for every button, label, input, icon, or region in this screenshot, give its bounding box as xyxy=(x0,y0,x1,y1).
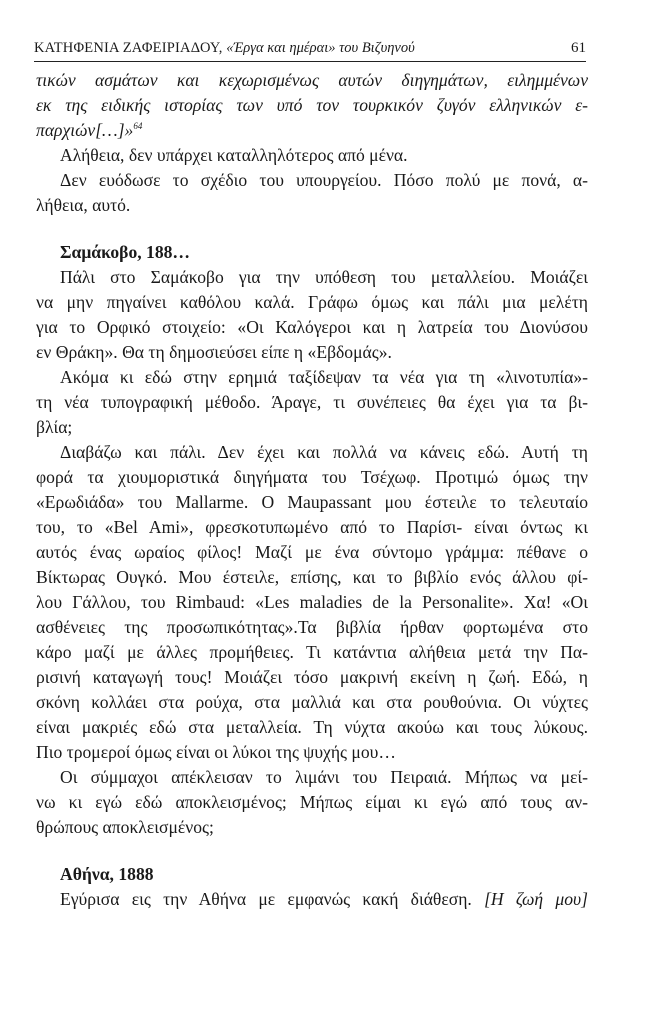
athens-line-text: Εγύρισα εις την Αθήνα με εμφανώς κακή διάθεση. xyxy=(60,889,472,909)
samakovo-line: Οι σύμμαχοι απέκλεισαν το λιμάνι του Πειραιά. Μήπως να μεί- xyxy=(60,767,588,787)
samakovo-line: νω κι εγώ εδώ αποκλεισμένος; Μήπως είμαι κι εγώ από τους αν- xyxy=(36,792,588,812)
samakovo-line: κάρο μαζί με άλλες προμήθειες. Τι κατάντια αλήθεια μετά την Πα- xyxy=(36,642,588,662)
athens-first-line xyxy=(36,887,588,912)
section-gap xyxy=(36,840,588,862)
section-samakovo-text xyxy=(36,265,588,840)
samakovo-line: σκόνη κολλάει στα ρούχα, στα μαλλιά και στα ρουθούνια. Οι νύχτες xyxy=(36,692,588,712)
page-number: 61 xyxy=(571,40,586,56)
intro-line: λήθεια, αυτό. xyxy=(36,195,131,215)
header-rule xyxy=(34,61,586,62)
section-heading-athens: Αθήνα, 1888 xyxy=(60,864,154,884)
quote-line-last xyxy=(36,118,588,143)
samakovo-line: Διαβάζω και πάλι. Δεν έχει και πολλά να κάνεις εδώ. Αυτή τη xyxy=(60,442,588,462)
samakovo-line: τη νέα τυπογραφική μέθοδο. Άραγε, τι συνέπειες θα έχει για τα βι- xyxy=(36,392,588,412)
samakovo-line: Πιο τρομεροί όμως είναι οι λύκοι της ψυχής μου… xyxy=(36,742,396,762)
page-body xyxy=(36,68,588,912)
header-author: ΚΑΤΗΦΕΝΙΑ ΖΑΦΕΙΡΙΑΔΟΥ, xyxy=(34,40,223,56)
samakovo-line: είναι μακριές εδώ στα μεταλλεία. Τη νύχτα ακούω και τους λύκους. xyxy=(36,717,588,737)
samakovo-line: να μην πηγαίνει καθόλου καλά. Γράφω όμως και πάλι μια μελέτη xyxy=(36,292,588,312)
samakovo-line: εν Θράκη». Θα τη δημοσιεύσει είπε η «Εβδομάς». xyxy=(36,342,392,362)
quotation-block xyxy=(36,68,588,143)
samakovo-line: για το Ορφικό στοιχείο: «Οι Καλόγεροι και η λατρεία του Διονύσου xyxy=(36,317,588,337)
samakovo-line: λου Γάλλου, του Rimbaud: «Les maladies de la Personalite». Χα! «Οι xyxy=(36,592,588,612)
samakovo-line: Ακόμα κι εδώ στην ερημιά ταξίδεψαν τα νέα για τη «λινοτυπία»- xyxy=(60,367,588,387)
section-heading-samakovo: Σαμάκοβο, 188… xyxy=(60,242,191,262)
section-gap xyxy=(36,218,588,240)
running-header xyxy=(34,40,586,62)
samakovo-line: φορά τα χιουμοριστικά διηγήματα του Τσέχωφ. Προτιμώ όμως την xyxy=(36,467,588,487)
header-title: «Έργα και ημέραι» του Βιζυηνού xyxy=(226,40,415,56)
intro-line: Αλήθεια, δεν υπάρχει καταλληλότερος από μένα. xyxy=(60,145,408,165)
samakovo-line: Πάλι στο Σαμάκοβο για την υπόθεση του μεταλλείου. Μοιάζει xyxy=(60,267,588,287)
samakovo-line: βλία; xyxy=(36,417,73,437)
quote-line: τικών ασμάτων και κεχωρισμένως αυτών διηγημάτων, ειλημμένων xyxy=(36,70,588,90)
athens-line-italic: [Η ζωή μου] xyxy=(484,889,588,909)
quote-last-text: παρχιών[…]» xyxy=(36,120,134,140)
quote-line: εκ της ειδικής ιστορίας των υπό τον τουρκικόν ζυγόν ελληνικών ε- xyxy=(36,95,588,115)
intro-line: Δεν ευόδωσε το σχέδιο του υπουργείου. Πόσο πολύ με πονά, α- xyxy=(60,170,588,190)
samakovo-line: ρισινή καταγωγή τους! Μοιάζει τόσο μακρινή εκείνη η ζωή. Εδώ, η xyxy=(36,667,588,687)
intro-paragraphs xyxy=(36,143,588,218)
samakovo-line: «Ερωδιάδα» του Mallarme. O Maupassant μου έστειλε το τελευταίο xyxy=(36,492,588,512)
samakovo-line: θρώπους αποκλεισμένος; xyxy=(36,817,214,837)
samakovo-line: του, το «Bel Ami», φρεσκοτυπωμένο από το Παρίσι- είναι όντως κι xyxy=(36,517,588,537)
samakovo-line: ασθένειες της προσωπικότητας».Τα βιβλία ήρθαν φορτωμένα στο xyxy=(36,617,588,637)
footnote-ref: 64 xyxy=(133,121,143,132)
samakovo-line: Βίκτωρας Ουγκό. Μου έστειλε, επίσης, και το βιβλίο ενός άλλου φί- xyxy=(36,567,588,587)
samakovo-line: αυτός ένας ωραίος φίλος! Μαζί με ένα σύντομο γράμμα: πέθανε ο xyxy=(36,542,588,562)
